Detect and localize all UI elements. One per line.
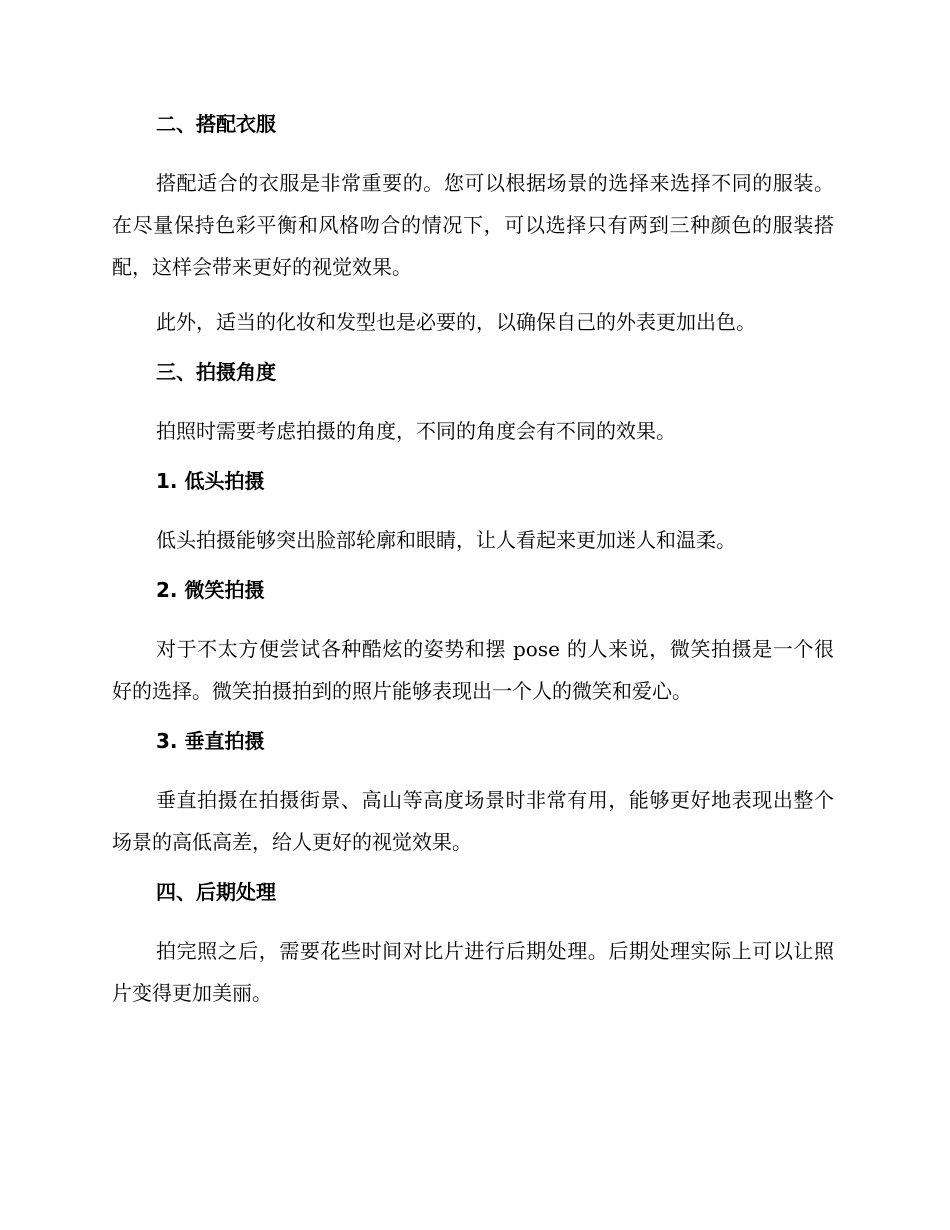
subheading-vertical: 3. 垂直拍摄 bbox=[156, 729, 265, 753]
section-heading-angle: 三、拍摄角度 bbox=[156, 360, 276, 384]
section-heading-clothing: 二、搭配衣服 bbox=[156, 112, 276, 136]
paragraph-clothing-1: 搭配适合的衣服是非常重要的。您可以根据场景的选择来选择不同的服装。在尽量保持色彩平衡和风格吻合的情况下，可以选择只有两到三种颜色的服装搭配，这样会带来更好的视觉效果。 bbox=[112, 171, 834, 279]
paragraph-vertical: 垂直拍摄在拍摄街景、高山等高度场景时非常有用，能够更好地表现出整个场景的高低高差，给人更好的视觉效果。 bbox=[112, 788, 834, 854]
document-body bbox=[112, 108, 834, 1027]
paragraph-clothing-2: 此外，适当的化妆和发型也是必要的，以确保自己的外表更加出色。 bbox=[156, 310, 756, 334]
paragraph-smile: 对于不太方便尝试各种酷炫的姿势和摆 pose 的人来说，微笑拍摄是一个很好的选择。微笑拍摄拍到的照片能够表现出一个人的微笑和爱心。 bbox=[112, 637, 834, 703]
section-heading-post-processing: 四、后期处理 bbox=[156, 880, 276, 904]
subheading-head-down: 1. 低头拍摄 bbox=[156, 469, 265, 493]
subheading-smile: 2. 微笑拍摄 bbox=[156, 578, 265, 602]
paragraph-angle-intro: 拍照时需要考虑拍摄的角度，不同的角度会有不同的效果。 bbox=[156, 419, 676, 443]
paragraph-post-processing: 拍完照之后，需要花些时间对比片进行后期处理。后期处理实际上可以让照片变得更加美丽。 bbox=[112, 939, 834, 1005]
paragraph-head-down: 低头拍摄能够突出脸部轮廓和眼睛，让人看起来更加迷人和温柔。 bbox=[156, 528, 736, 552]
